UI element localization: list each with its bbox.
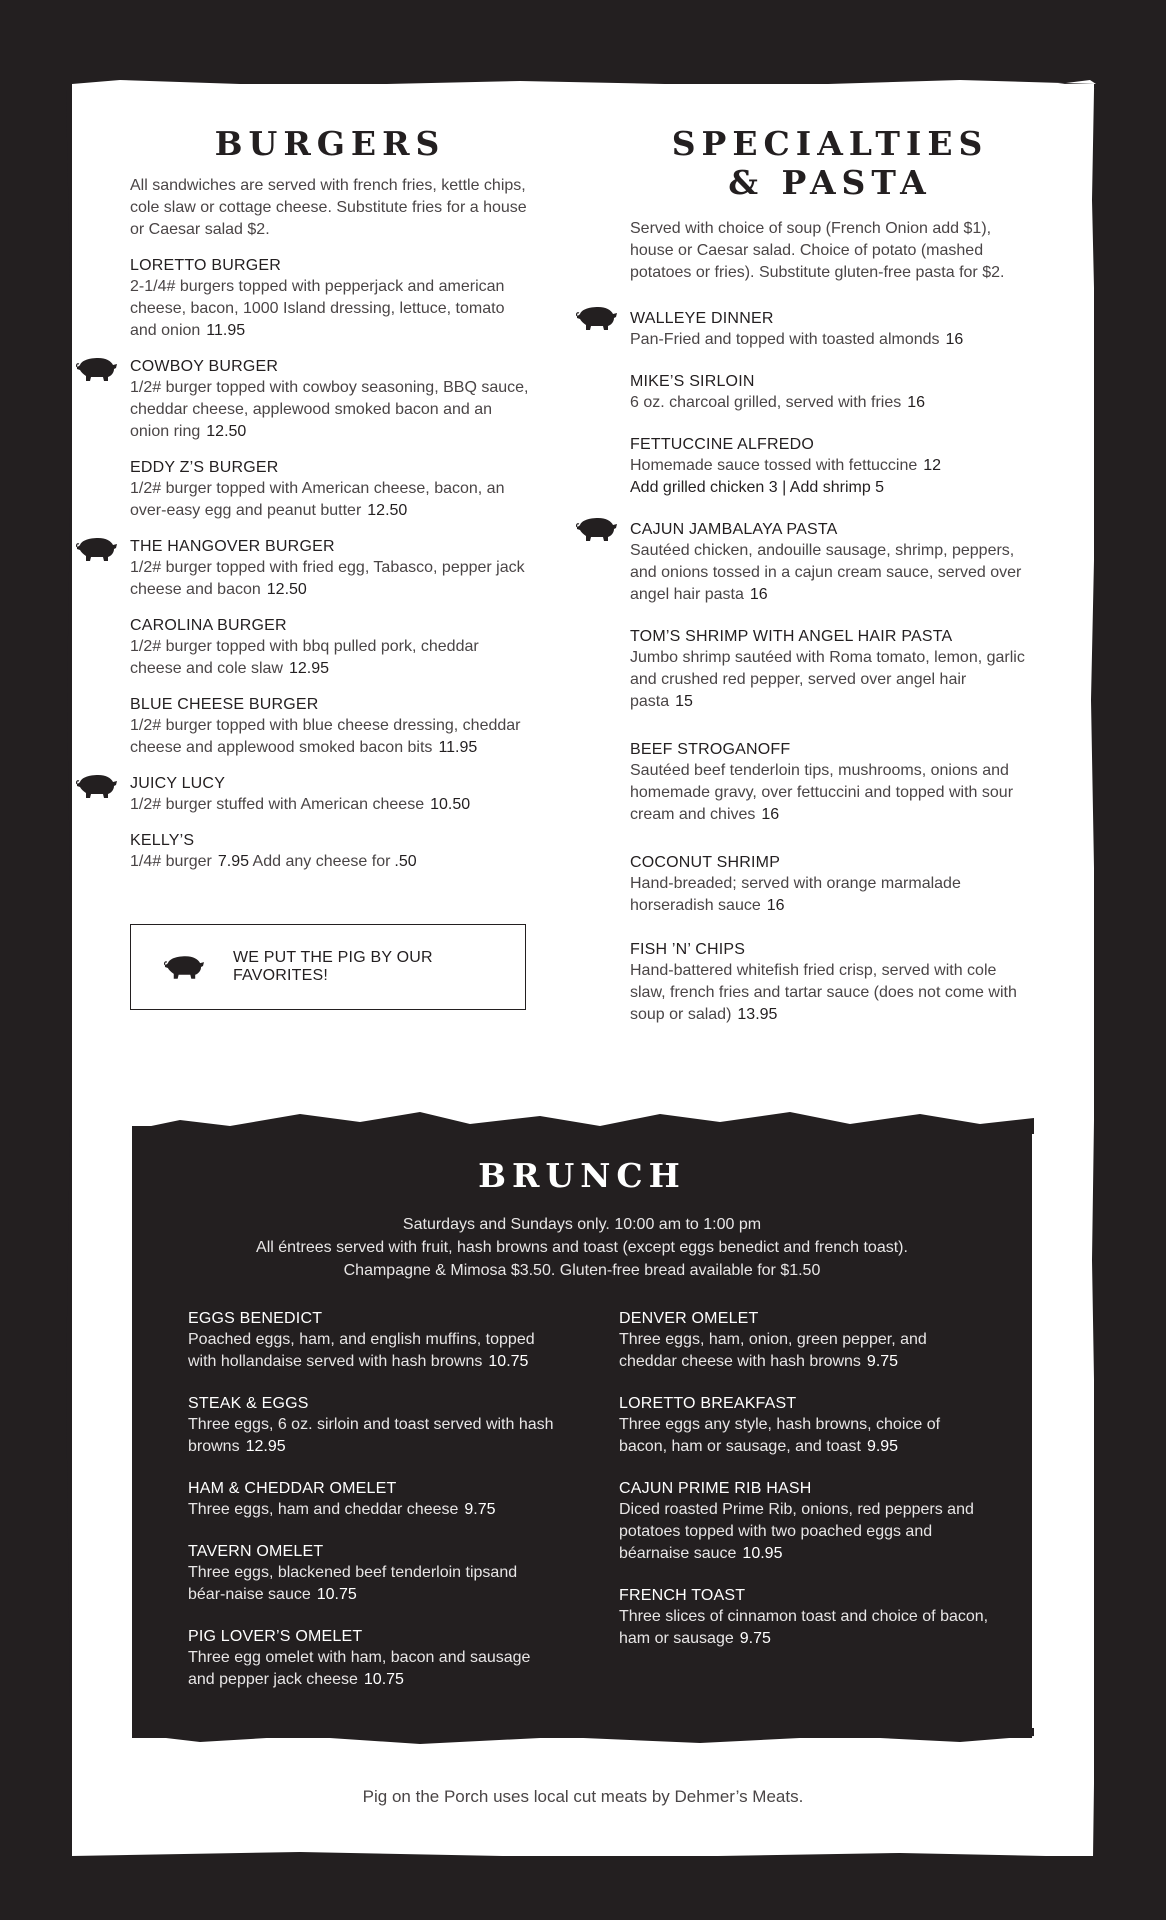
item-name: FISH ’N’ CHIPS — [630, 941, 746, 958]
item-desc: Hand-battered whitefish fried crisp, served with cole slaw, french fries and tartar sauce (does not come with soup or salad) 13.95 — [630, 962, 1017, 1023]
menu-item — [630, 739, 1030, 826]
brunch-section — [132, 1126, 1032, 1738]
item-price: 12.50 — [367, 502, 408, 519]
brunch-intro: Saturdays and Sundays only. 10:00 am to 1:00 pm All éntrees served with fruit, hash browns and toast (except eggs benedict and french toast). Champagne & Mimosa $3.50. Gluten-free bread available for $1.50 — [256, 1216, 908, 1279]
menu-item — [130, 457, 530, 522]
pig-icon — [76, 536, 118, 562]
item-desc: Sautéed beef tenderloin tips, mushrooms, onions and homemade gravy, over fettuccini and topped with sour cream and chives 16 — [630, 762, 1014, 823]
item-desc: Homemade sauce tossed with fettuccine 12 — [630, 457, 942, 474]
menu-item — [630, 371, 1030, 414]
item-price: 9.75 — [866, 1353, 899, 1370]
brunch-right-column — [619, 1308, 989, 1670]
item-name: COWBOY BURGER — [130, 358, 279, 375]
item-price: 16 — [907, 394, 926, 411]
item-price: 16 — [761, 806, 780, 823]
item-name: CAJUN PRIME RIB HASH — [619, 1480, 812, 1497]
menu-item — [619, 1478, 989, 1565]
item-name: JUICY LUCY — [130, 775, 226, 792]
item-name: LORETTO BREAKFAST — [619, 1395, 797, 1412]
item-name: STEAK & EGGS — [188, 1395, 309, 1412]
item-desc: 1/2# burger topped with blue cheese dressing, cheddar cheese and applewood smoked bacon bits 11.95 — [130, 717, 521, 756]
menu-item — [630, 434, 1030, 499]
item-desc: Three eggs, ham and cheddar cheese 9.75 — [188, 1501, 496, 1518]
item-desc: 1/2# burger stuffed with American cheese 10.50 — [130, 796, 471, 813]
item-desc: Diced roasted Prime Rib, onions, red peppers and potatoes topped with two poached eggs and béarnaise sauce 10.95 — [619, 1501, 974, 1562]
item-name: DENVER OMELET — [619, 1310, 759, 1327]
item-price: 12 — [923, 457, 942, 474]
item-name: EGGS BENEDICT — [188, 1310, 323, 1327]
pig-icon — [76, 773, 118, 799]
item-desc: 1/2# burger topped with cowboy seasoning, BBQ sauce, cheddar cheese, applewood smoked bacon and an onion ring 12.50 — [130, 379, 529, 440]
item-price: 16 — [945, 331, 964, 348]
item-price: 9.75 — [464, 1501, 496, 1518]
menu-item — [619, 1585, 989, 1650]
item-desc: 1/4# burger 7.95 Add any cheese for .50 — [130, 853, 417, 870]
menu-item — [630, 939, 1030, 1026]
pig-icon — [164, 954, 205, 980]
burgers-title: BURGERS — [214, 124, 446, 163]
menu-item — [130, 830, 530, 873]
favorites-note: WE PUT THE PIG BY OUR FAVORITES! — [232, 949, 433, 984]
menu-item — [130, 694, 530, 759]
item-desc: Jumbo shrimp sautéed with Roma tomato, lemon, garlic and crushed red pepper, served over angel hair pasta 15 — [630, 649, 1025, 710]
item-desc: Three eggs, 6 oz. sirloin and toast served with hash browns 12.95 — [188, 1416, 554, 1455]
footer-note: Pig on the Porch uses local cut meats by Dehmer’s Meats. — [362, 1787, 804, 1806]
item-desc: 1/2# burger topped with bbq pulled pork, cheddar cheese and cole slaw 12.95 — [130, 638, 479, 677]
menu-item — [130, 356, 530, 443]
burgers-intro: All sandwiches are served with french fries, kettle chips, cole slaw or cottage cheese. Substitute fries for a house or Caesar salad $2. — [130, 177, 527, 238]
menu-item — [619, 1308, 989, 1373]
item-name: THE HANGOVER BURGER — [130, 538, 335, 555]
item-name: HAM & CHEDDAR OMELET — [188, 1480, 397, 1497]
add-cheese-text: Add any cheese for — [252, 853, 391, 870]
brunch-left-column — [188, 1308, 558, 1711]
item-name: BLUE CHEESE BURGER — [130, 696, 319, 713]
item-name: LORETTO BURGER — [130, 257, 281, 274]
add-cheese-price: .50 — [394, 853, 417, 870]
item-price: 16 — [766, 897, 785, 914]
item-price: 7.95 — [217, 853, 249, 870]
menu-item — [130, 773, 530, 816]
menu-item — [630, 852, 1030, 917]
menu-item — [130, 255, 530, 342]
item-desc: Three slices of cinnamon toast and choice of bacon, ham or sausage 9.75 — [619, 1608, 989, 1647]
item-price: 10.50 — [430, 796, 471, 813]
menu-item — [188, 1308, 558, 1373]
menu-item — [188, 1541, 558, 1606]
item-desc: Hand-breaded; served with orange marmalade horseradish sauce 16 — [630, 875, 961, 914]
pig-icon — [76, 356, 118, 382]
item-name: FRENCH TOAST — [619, 1587, 746, 1604]
pig-icon — [576, 305, 618, 331]
item-name: TAVERN OMELET — [188, 1543, 324, 1560]
item-desc: Three eggs, blackened beef tenderloin tipsand béar-naise sauce 10.75 — [188, 1564, 518, 1603]
menu-item — [630, 519, 1030, 606]
specialties-column — [630, 124, 1030, 1040]
item-desc: 6 oz. charcoal grilled, served with fries 16 — [630, 394, 926, 411]
item-price: 12.95 — [245, 1438, 286, 1455]
item-price: 12.50 — [266, 581, 307, 598]
menu-item — [188, 1478, 558, 1521]
item-name: COCONUT SHRIMP — [630, 854, 781, 871]
item-price: 10.75 — [316, 1586, 357, 1603]
item-name: EDDY Z’S BURGER — [130, 459, 279, 476]
item-desc: 1/2# burger topped with fried egg, Tabasco, pepper jack cheese and bacon 12.50 — [130, 559, 525, 598]
menu-item — [188, 1626, 558, 1691]
item-name: TOM’S SHRIMP WITH ANGEL HAIR PASTA — [630, 628, 953, 645]
menu-item — [130, 536, 530, 601]
item-name: CAJUN JAMBALAYA PASTA — [630, 521, 838, 538]
item-desc: Three egg omelet with ham, bacon and sausage and pepper jack cheese 10.75 — [188, 1649, 531, 1688]
item-price: 9.75 — [739, 1630, 771, 1647]
item-name: CAROLINA BURGER — [130, 617, 287, 634]
item-price: 16 — [749, 586, 768, 603]
item-price: 10.95 — [742, 1545, 783, 1562]
item-desc: Pan-Fried and topped with toasted almonds 16 — [630, 331, 964, 348]
favorites-note-box — [130, 924, 526, 1010]
menu-item — [630, 626, 1030, 713]
pig-icon — [576, 516, 618, 542]
burgers-column — [130, 124, 530, 887]
item-price: 10.75 — [488, 1353, 529, 1370]
item-name: BEEF STROGANOFF — [630, 741, 791, 758]
item-name: FETTUCCINE ALFREDO — [630, 436, 815, 453]
item-price: 12.95 — [288, 660, 330, 677]
add-ons: Add grilled chicken 3 | Add shrimp 5 — [630, 479, 885, 496]
item-desc: Three eggs any style, hash browns, choice of bacon, ham or sausage, and toast 9.95 — [619, 1416, 941, 1455]
item-price: 15 — [675, 693, 693, 710]
item-desc: 1/2# burger topped with American cheese, bacon, an over-easy egg and peanut butter 12.50 — [130, 480, 505, 519]
brunch-title: BRUNCH — [478, 1156, 686, 1195]
item-price: 9.95 — [866, 1438, 899, 1455]
item-price: 12.50 — [206, 423, 247, 440]
item-price: 10.75 — [363, 1671, 404, 1688]
item-desc: Sautéed chicken, andouille sausage, shrimp, peppers, and onions tossed in a cajun cream sauce, served over angel hair pasta 16 — [630, 542, 1022, 603]
item-desc: Three eggs, ham, onion, green pepper, and cheddar cheese with hash browns 9.75 — [619, 1331, 927, 1370]
menu-item — [630, 308, 1030, 351]
item-name: MIKE’S SIRLOIN — [630, 373, 755, 390]
specialties-title: SPECIALTIES & PASTA — [671, 124, 989, 202]
item-name: WALLEYE DINNER — [630, 310, 774, 327]
item-name: KELLY’S — [130, 832, 195, 849]
item-price: 11.95 — [206, 322, 246, 339]
item-price: 11.95 — [438, 739, 478, 756]
item-desc: 2-1/4# burgers topped with pepperjack and american cheese, bacon, 1000 Island dressing, lettuce, tomato and onion 11.95 — [130, 278, 505, 339]
item-price: 13.95 — [737, 1006, 778, 1023]
menu-item — [130, 615, 530, 680]
item-name: PIG LOVER’S OMELET — [188, 1628, 363, 1645]
specialties-intro: Served with choice of soup (French Onion add $1), house or Caesar salad. Choice of potato (mashed potatoes or fries). Substitute gluten-free pasta for $2. — [630, 220, 1005, 281]
item-desc: Poached eggs, ham, and english muffins, topped with hollandaise served with hash browns 10.75 — [188, 1331, 535, 1370]
menu-item — [619, 1393, 989, 1458]
menu-item — [188, 1393, 558, 1458]
